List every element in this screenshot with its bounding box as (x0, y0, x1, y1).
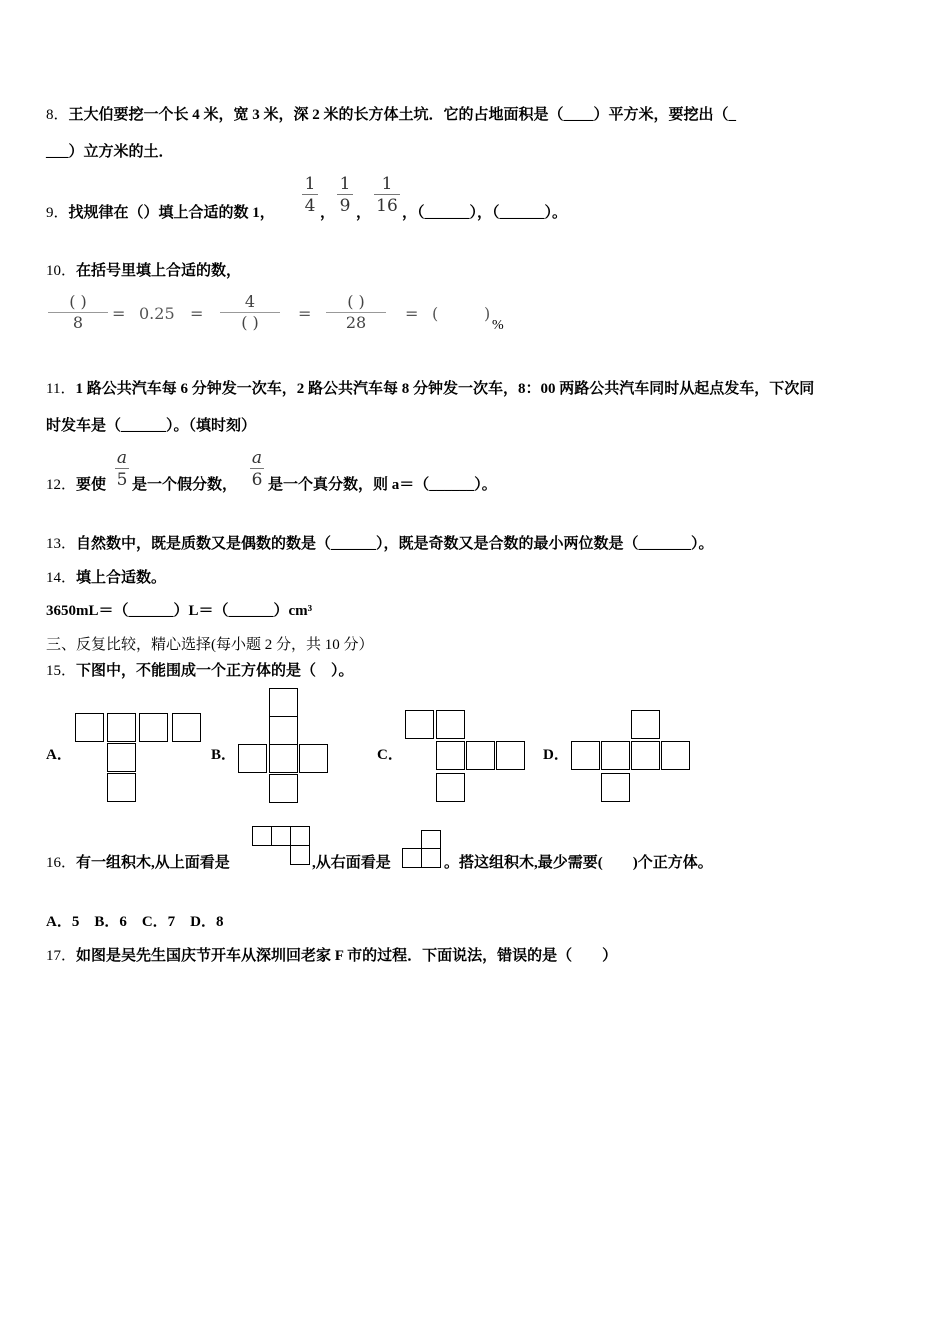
q9-sep2: ， (356, 205, 372, 221)
net-cell (172, 713, 201, 742)
q9-fraction-2 (337, 174, 353, 216)
net-cell (601, 773, 630, 802)
q13-line (46, 532, 714, 553)
q15-option-a-label: A． (46, 747, 72, 763)
q10-number: 10． (46, 263, 77, 279)
q9-fraction-3 (374, 174, 400, 216)
net-cell (107, 713, 136, 742)
q8-line1 (46, 103, 736, 124)
net-cell (269, 744, 298, 773)
net-cell (496, 741, 525, 770)
q8-number: 8． (46, 107, 69, 123)
q12-fraction-2 (250, 448, 264, 490)
view-cell (421, 848, 441, 868)
section-3-heading: 三、反复比较，精心选择(每小题 2 分，共 10 分） (46, 637, 374, 653)
q10-frac-c (326, 292, 386, 332)
net-cell (466, 741, 495, 770)
net-cell (631, 710, 660, 739)
net-cell (107, 773, 136, 802)
q10-pct-close: ) (484, 304, 491, 323)
net-cell (661, 741, 690, 770)
q9-suffix: ，（______），（______）。 (402, 205, 568, 221)
net-cell (75, 713, 104, 742)
q12-f2-den: 6 (251, 470, 263, 490)
q10-line (46, 259, 241, 280)
net-cell (139, 713, 168, 742)
q11-line1 (46, 377, 814, 398)
q11-text: 1 路公共汽车每 6 分钟发一次车，2 路公共汽车每 8 分钟发一次车，8：00 两路公共汽车同时从起点发车，下次同 (75, 381, 815, 397)
q10-frac-a (48, 292, 108, 332)
q10-text: 在括号里填上合适的数， (76, 263, 242, 279)
q10-frac-b (220, 292, 280, 332)
net-cell (269, 688, 298, 717)
q12-f1-den: 5 (116, 470, 128, 490)
q16-line (46, 851, 230, 872)
q11-line2: 时发车是（______）。（填时刻） (46, 418, 257, 434)
q9-f2-den: 9 (337, 194, 353, 216)
q10-frac-a-num: ( ) (69, 292, 87, 311)
q15-text: 下图中，不能围成一个正方体的是（ ）。 (76, 663, 354, 679)
net-cell (269, 774, 298, 803)
q9-number: 9． (46, 205, 69, 221)
q10-frac-b-num: 4 (244, 292, 256, 311)
q15-number: 15． (46, 663, 77, 679)
q9-f3-den: 16 (374, 194, 400, 216)
view-cell (402, 848, 422, 868)
q9-f2-num: 1 (339, 174, 351, 194)
q14-number: 14． (46, 570, 77, 586)
q9-f1-den: 4 (302, 194, 318, 216)
q12-number: 12． (46, 477, 77, 493)
net-cell (299, 744, 328, 773)
q10-eq3: = (298, 304, 312, 323)
view-cell (290, 845, 310, 865)
q12-t2: 是一个假分数， (132, 477, 238, 493)
q8-text: 王大伯要挖一个长 4 米，宽 3 米，深 2 米的长方体土坑．它的占地面积是（____）平方米，要挖出（_ (68, 107, 737, 123)
q10-eq1: = (112, 304, 126, 323)
q16-number: 16． (46, 855, 77, 871)
q11-number: 11． (46, 381, 76, 397)
q16-choices: A．5 B．6 C．7 D．8 (46, 914, 224, 930)
q17-line (46, 944, 617, 965)
q16-t3: 。搭这组积木,最少需要( )个正方体。 (444, 855, 713, 871)
q10-decimal: 0.25 (139, 304, 175, 323)
q13-number: 13． (46, 536, 77, 552)
q9-line (46, 201, 275, 222)
q12-f1-num: a (116, 448, 128, 468)
q14-text: 填上合适数。 (76, 570, 167, 586)
q12-t1: 要使 (76, 477, 107, 493)
view-cell (271, 826, 291, 846)
net-cell (571, 741, 600, 770)
q12-line (46, 473, 106, 494)
q10-frac-c-den: 28 (326, 312, 386, 332)
view-cell (290, 826, 310, 846)
net-cell (436, 773, 465, 802)
q17-number: 17． (46, 948, 77, 964)
q16-t2: ,从右面看是 (312, 855, 391, 871)
q10-percent: % (492, 318, 504, 333)
q10-frac-a-den: 8 (48, 312, 108, 332)
q14-line (46, 566, 166, 587)
net-cell (436, 741, 465, 770)
view-cell (252, 826, 272, 846)
q15-option-b-label: B． (211, 747, 237, 763)
q12-fraction-1 (115, 448, 129, 490)
net-cell (238, 744, 267, 773)
q9-f3-num: 1 (381, 174, 393, 194)
q10-eq2: = (190, 304, 204, 323)
net-cell (631, 741, 660, 770)
q17-text: 如图是吴先生国庆节开车从深圳回老家 F 市的过程．下面说法，错误的是（ ） (76, 948, 618, 964)
net-cell (436, 710, 465, 739)
net-cell (405, 710, 434, 739)
q8-line2: ___）立方米的土． (46, 144, 174, 160)
q15-option-d-label: D． (543, 747, 569, 763)
q9-sep1: ， (320, 205, 336, 221)
q15-line (46, 659, 354, 680)
q10-eq4: = (405, 304, 419, 323)
q10-frac-b-den: ( ) (220, 312, 280, 332)
q10-pct-open: ( (432, 304, 439, 323)
net-cell (601, 741, 630, 770)
q15-option-c-label: C． (377, 747, 403, 763)
q12-t3: 是一个真分数，则 a＝（______）。 (268, 477, 497, 493)
q9-prefix: 找规律在（）填上合适的数 1， (68, 205, 275, 221)
q9-fraction-1 (302, 174, 318, 216)
view-cell (421, 830, 441, 849)
q14-line2: 3650mL＝（______）L＝（______）cm³ (46, 603, 313, 619)
q10-frac-c-num: ( ) (347, 292, 365, 311)
net-cell (269, 716, 298, 745)
q9-f1-num: 1 (304, 174, 316, 194)
q16-t1: 有一组积木,从上面看是 (76, 855, 230, 871)
net-cell (107, 743, 136, 772)
q12-f2-num: a (251, 448, 263, 468)
q13-text: 自然数中，既是质数又是偶数的数是（______），既是奇数又是合数的最小两位数是（_______）。 (76, 536, 714, 552)
